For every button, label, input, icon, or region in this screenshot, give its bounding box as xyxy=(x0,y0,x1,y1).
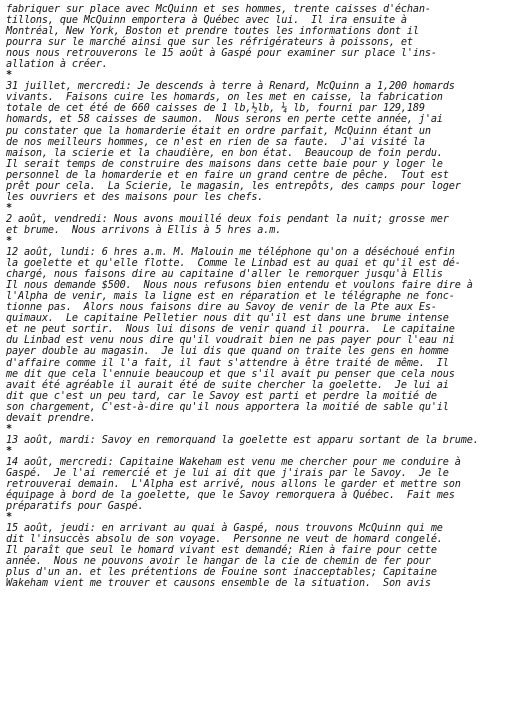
text-line: Il serait temps de construire des maisons dans cette baie pour y loger le xyxy=(6,158,443,170)
text-line: 31 juillet, mercredi: Je descends à terre à Renard, McQuinn a 1,200 homards xyxy=(6,81,455,93)
text-line: 14 août, mercredi: Capitaine Wakeham est venu me chercher pour me conduire à xyxy=(6,456,461,468)
text-line: pourra sur le marché ainsi que sur les réfrigérateurs à poissons, et xyxy=(6,37,413,49)
paragraph-separator: * xyxy=(6,445,12,457)
text-line: tillons, que McQuinn emportera à Québec avec lui. Il ira ensuite à xyxy=(6,15,407,27)
text-line: devait prendre. xyxy=(6,412,96,424)
journal-paragraph xyxy=(6,435,518,446)
text-line: du Linbad est venu nous dire qu'il voudrait bien ne pas payer pour l'eau ni xyxy=(6,335,455,347)
text-line: Wakeham vient me trouver et causons ensemble de la situation. Son avis xyxy=(6,578,431,590)
text-line: son chargement, C'est-à-dire qu'il nous apportera la moitié de sable qu'il xyxy=(6,401,449,413)
text-line: 15 août, jeudi: en arrivant au quai à Gaspé, nous trouvons McQuinn qui me xyxy=(6,523,443,535)
paragraph-separator: * xyxy=(6,235,12,247)
text-line: équipage à bord de la goelette, que le Savoy remorquera à Québec. Fait mes xyxy=(6,490,455,502)
text-line: 13 août, mardi: Savoy en remorquand la goelette est apparu sortant de la brume. xyxy=(6,434,479,446)
journal-paragraph xyxy=(6,214,518,236)
text-line: avait été agréable il aurait été de suite chercher la goelette. Je lui ai xyxy=(6,379,449,391)
text-line: les ouvriers et des maisons pour les chefs. xyxy=(6,191,264,203)
text-line: prêt pour cela. La Scierie, le magasin, les entrepôts, des camps pour loger xyxy=(6,180,461,192)
text-line: quimaux. Le capitaine Pelletier nous dit qu'il est dans une brume intense xyxy=(6,313,449,325)
text-line: homards, et 58 caisses de saumon. Nous serons en perte cette année, j'ai xyxy=(6,114,443,126)
text-line: chargé, nous faisons dire au capitaine d'aller le remorquer jusqu'à Ellis xyxy=(6,269,443,281)
text-line: d'affaire comme il l'a fait, il faut s'attendre à être traité de même. Il xyxy=(6,357,449,369)
text-line: et ne peut sortir. Nous lui disons de venir quand il pourra. Le capitaine xyxy=(6,324,455,336)
text-line: maison, la scierie et la chaudière, en bon état. Beaucoup de foin perdu. xyxy=(6,147,443,159)
text-line: Montréal, New York, Boston et prendre toutes les informations dont il xyxy=(6,26,419,38)
text-line: me dit que cela l'ennuie beaucoup et que s'il avait pu penser que cela nous xyxy=(6,368,455,380)
text-line: Il nous demande $500. Nous nous refusons bien entendu et voulons faire dire à xyxy=(6,280,473,292)
typewritten-document xyxy=(6,4,518,589)
journal-paragraph xyxy=(6,81,518,203)
text-line: totale de cet été de 660 caisses de 1 lb,½lb, ¼ lb, fourni par 129,189 xyxy=(6,103,425,115)
text-line: la goelette et qu'elle flotte. Comme le Linbad est au quai et qu'il est dé- xyxy=(6,258,461,270)
journal-paragraph xyxy=(6,457,518,512)
text-line: 2 août, vendredi: Nous avons mouillé deux fois pendant la nuit; grosse mer xyxy=(6,213,449,225)
journal-paragraph xyxy=(6,247,518,424)
text-line: plus d'un an. et les prétentions de Fouine sont inacceptables; Capitaine xyxy=(6,567,437,579)
text-line: personnel de la homarderie et en faire un grand centre de pêche. Tout est xyxy=(6,169,449,181)
text-line: l'Alpha de venir, mais la ligne est en réparation et le télégraphe ne fonc- xyxy=(6,291,455,303)
text-line: nous nous retrouverons le 15 août à Gaspé pour examiner sur place l'ins- xyxy=(6,48,437,60)
text-line: de nos meilleurs hommes, ce n'est en rien de sa faute. J'ai visité la xyxy=(6,136,425,148)
text-line: Gaspé. Je l'ai remercié et je lui ai dit que j'irais par le Savoy. Je le xyxy=(6,467,449,479)
text-line: allation à créer. xyxy=(6,59,108,71)
text-line: vivants. Faisons cuire les homards, on les met en caisse, la fabrication xyxy=(6,92,443,104)
text-line: et brume. Nous arrivons à Ellis à 5 hres a.m. xyxy=(6,224,282,236)
journal-paragraph xyxy=(6,4,518,70)
text-line: tionne pas. Alors nous faisons dire au Savoy de venir de la Pte aux Es- xyxy=(6,302,437,314)
paragraph-separator: * xyxy=(6,202,12,214)
text-line: fabriquer sur place avec McQuinn et ses hommes, trente caisses d'échan- xyxy=(6,4,431,15)
paragraph-separator: * xyxy=(6,512,12,524)
text-line: retrouverai demain. L'Alpha est arrivé, nous allons le garder et mettre son xyxy=(6,479,461,491)
text-line: pu constater que la homarderie était en ordre parfait, McQuinn étant un xyxy=(6,125,431,137)
text-line: dit que c'est un peu tard, car le Savoy est parti et perdre la moitié de xyxy=(6,390,437,402)
text-line: dit l'insuccès absolu de son voyage. Personne ne veut de homard congelé. xyxy=(6,534,443,546)
text-line: préparatifs pour Gaspé. xyxy=(6,501,144,513)
text-line: Il paraît que seul le homard vivant est demandé; Rien à faire pour cette xyxy=(6,545,437,557)
paragraph-separator: * xyxy=(6,423,12,435)
paragraph-separator: * xyxy=(6,70,12,82)
text-line: année. Nous ne pouvons avoir le hangar de la cie de chemin de fer pour xyxy=(6,556,431,568)
text-line: 12 août, lundi: 6 hres a.m. M. Malouin me téléphone qu'on a déséchoué enfin xyxy=(6,247,455,259)
text-line: payer double au magasin. Je lui dis que quand on traite les gens en homme xyxy=(6,346,449,358)
journal-paragraph xyxy=(6,523,518,589)
